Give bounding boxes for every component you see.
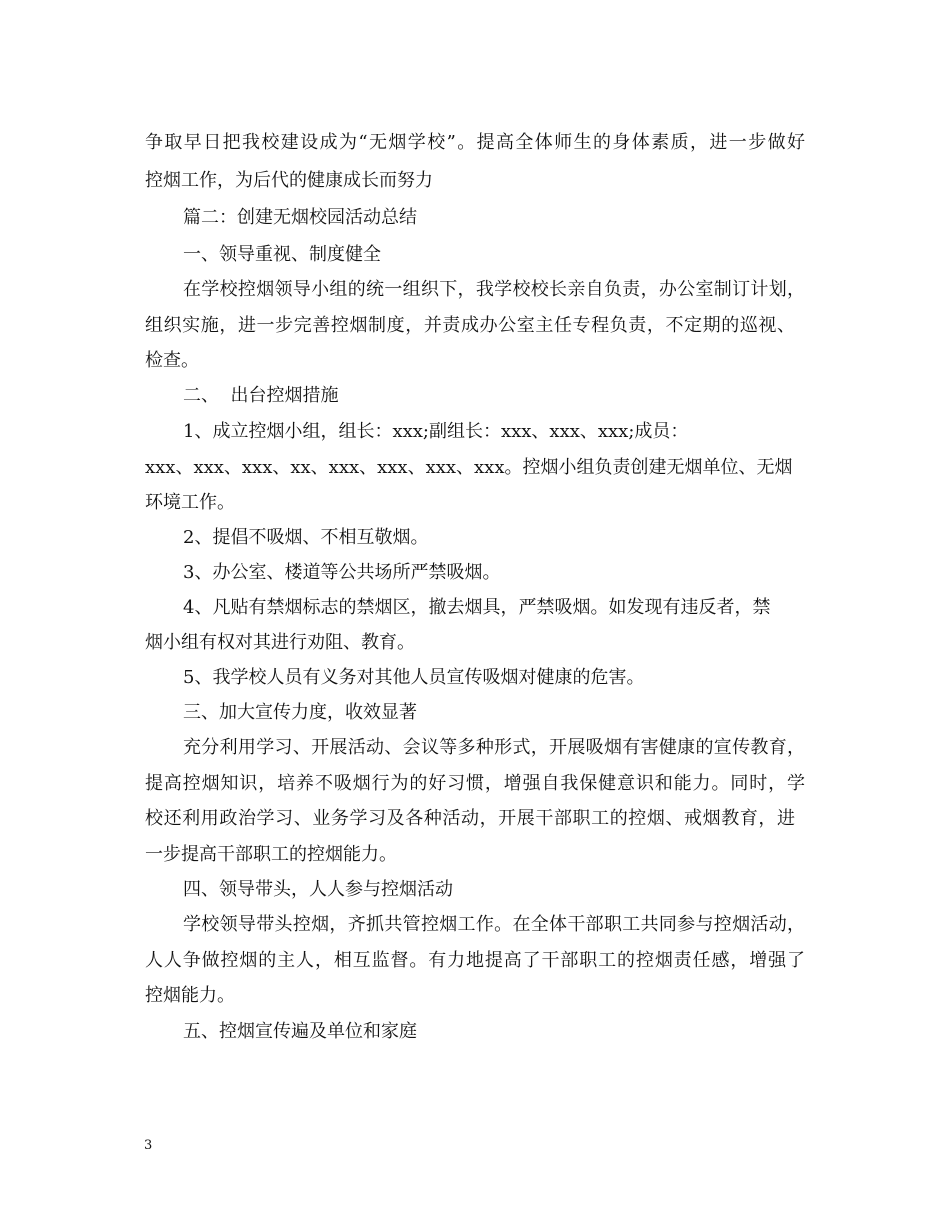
paragraph-line: 一步提高干部职工的控烟能力。 [145,844,397,865]
paragraph-line: 控烟能力。 [145,985,235,1006]
section-heading: 三、加大宣传力度，收效显著 [183,702,417,723]
list-item-continuation: xxx、xxx、xxx、xx、xxx、xxx、xxx、xxx。控烟小组负责创建无烟单位、无烟 [145,457,793,478]
section-heading: 二、 出台控烟措施 [183,385,339,406]
list-item-continuation: 烟小组有权对其进行劝阻、教育。 [145,632,415,653]
paragraph-line: 争取早日把我校建设成为“无烟学校”。提高全体师生的身体素质，进一步做好 [145,132,805,153]
paragraph-line: 组织实施，进一步完善控烟制度，并责成办公室主任专程负责，不定期的巡视、 [145,315,795,336]
list-item: 5、我学校人员有义务对其他人员宣传吸烟对健康的危害。 [183,667,645,688]
paragraph-line: 提高控烟知识，培养不吸烟行为的好习惯，增强自我保健意识和能力。同时，学 [145,773,805,794]
list-item-continuation: 环境工作。 [145,492,235,513]
paragraph-line: 控烟工作，为后代的健康成长而努力 [145,170,433,191]
paragraph-line: 学校领导带头控烟，齐抓共管控烟工作。在全体干部职工共同参与控烟活动， [183,914,805,935]
paragraph-line: 人人争做控烟的主人，相互监督。有力地提高了干部职工的控烟责任感，增强了 [145,950,805,971]
list-item: 2、提倡不吸烟、不相互敬烟。 [183,527,429,548]
page-number: 3 [144,1138,153,1153]
list-item: 1、成立控烟小组，组长：xxx;副组长：xxx、xxx、xxx;成员： [183,421,689,442]
section-heading: 篇二：创建无烟校园活动总结 [183,207,417,228]
section-heading: 四、领导带头，人人参与控烟活动 [183,879,453,900]
list-item: 3、办公室、楼道等公共场所严禁吸烟。 [183,562,501,583]
section-heading: 一、领导重视、制度健全 [183,244,381,265]
paragraph-line: 检查。 [145,350,199,371]
paragraph-line: 充分利用学习、开展活动、会议等多种形式，开展吸烟有害健康的宣传教育， [183,737,805,758]
section-heading: 五、控烟宣传遍及单位和家庭 [183,1021,417,1042]
paragraph-line: 在学校控烟领导小组的统一组织下，我学校校长亲自负责，办公室制订计划， [183,279,805,300]
list-item: 4、凡贴有禁烟标志的禁烟区，撤去烟具，严禁吸烟。如发现有违反者，禁 [183,597,771,618]
paragraph-line: 校还利用政治学习、业务学习及各种活动，开展干部职工的控烟、戒烟教育，进 [145,808,795,829]
